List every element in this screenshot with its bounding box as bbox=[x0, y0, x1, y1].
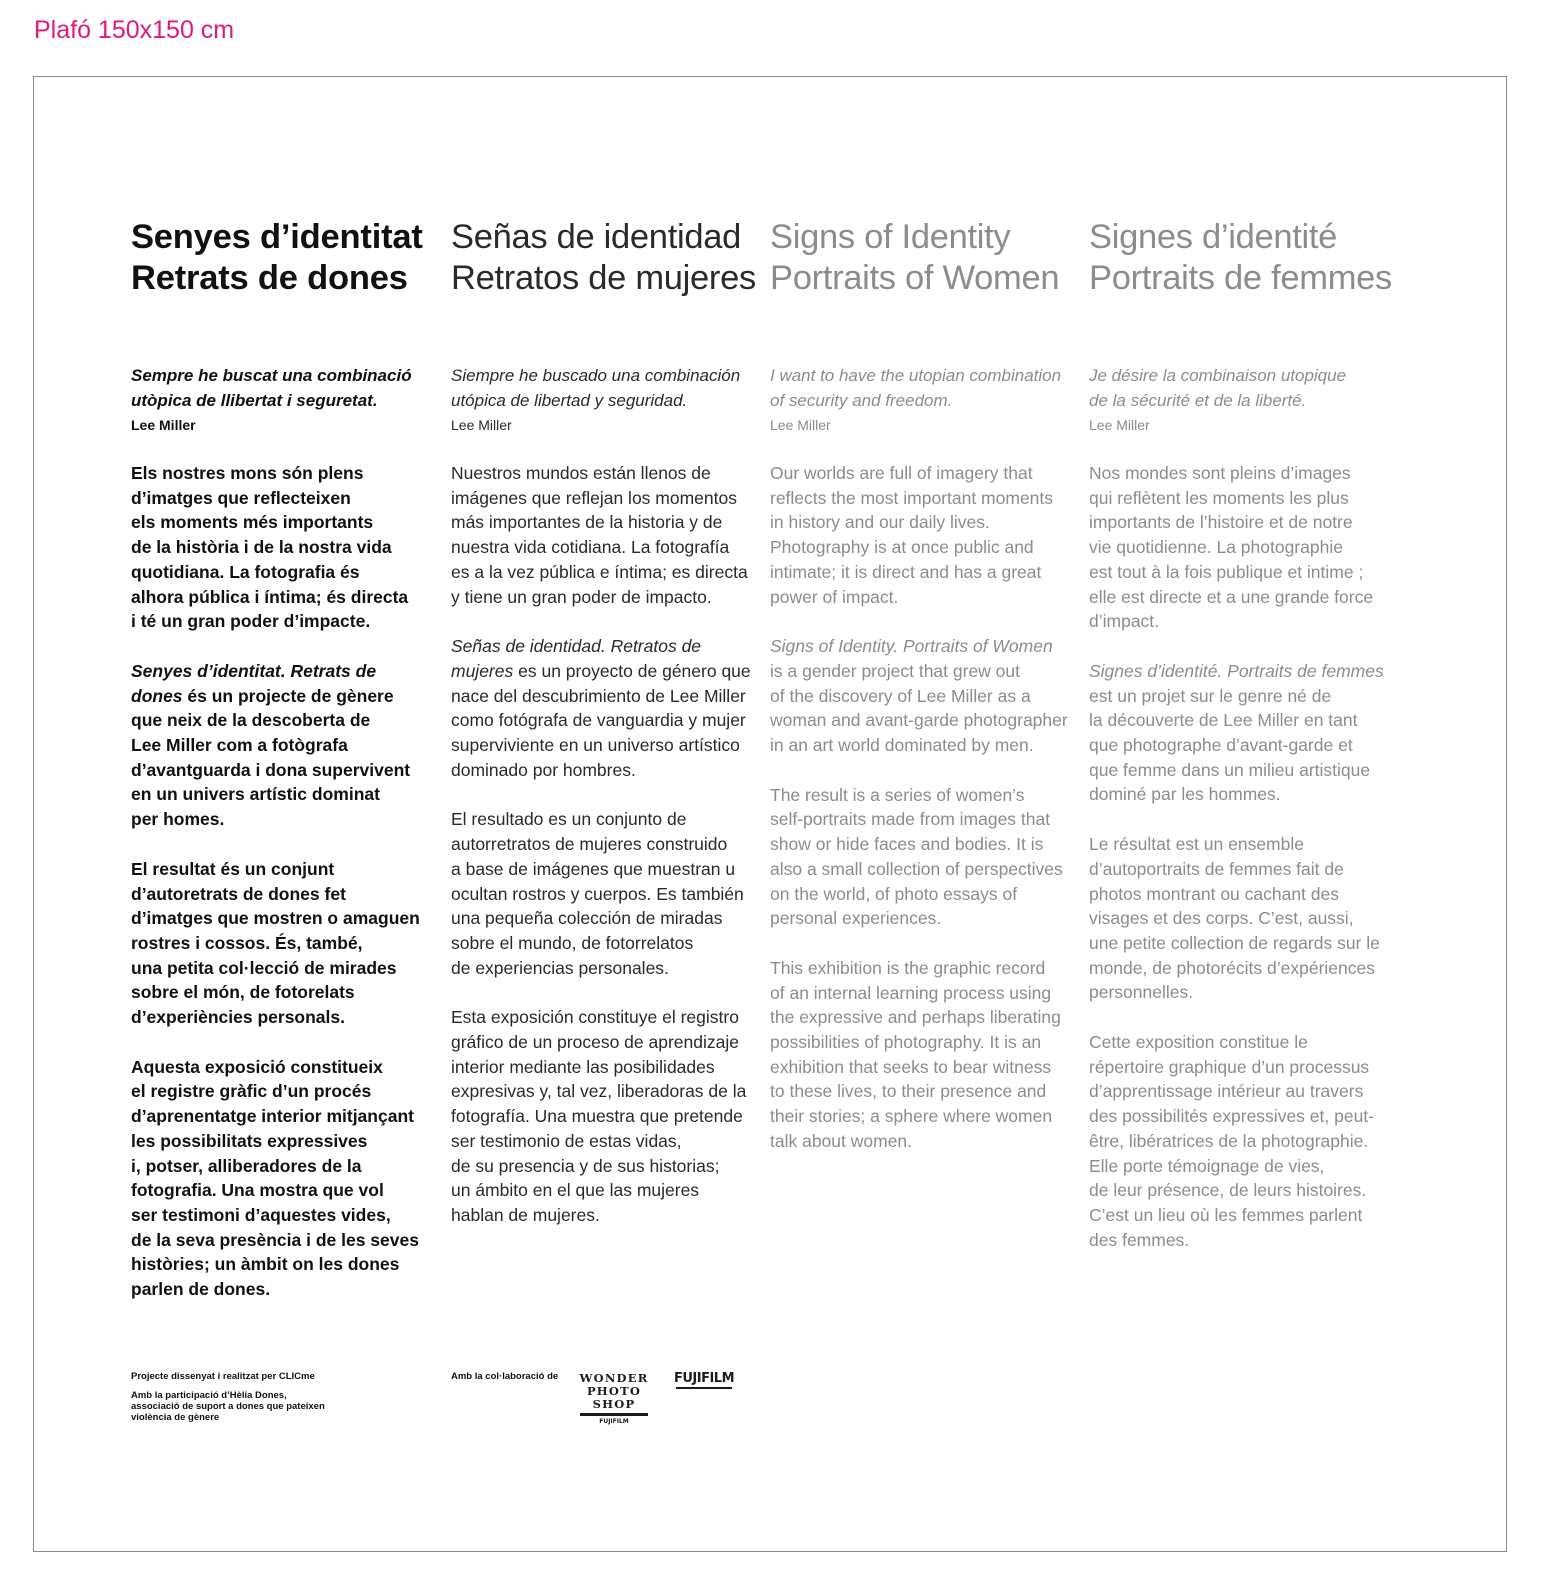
quote-line-2: of security and freedom. bbox=[770, 391, 953, 410]
quote-line-2: utópica de libertad y seguridad. bbox=[451, 391, 688, 410]
paragraph-4: Cette exposition constitue le répertoire graphique d’un processus d’apprentissage intérieur au travers des possibilités expressives et, peut- être, libératrices de la photographie. Elle porte témoignage de vies, de leur présence, de leurs histoires. C’est un lieu où les femmes parlent des femmes. bbox=[1089, 1032, 1374, 1250]
quote-catalan bbox=[131, 363, 441, 413]
paragraph-2-text: is a gender project that grew out of the discovery of Lee Miller as a woman and avant-garde photographer in an art world dominated by men. bbox=[770, 660, 1068, 756]
logo-bar bbox=[580, 1413, 648, 1416]
paragraph-3: El resultat és un conjunt d’autoretrats de dones fet d’imatges que mostren o amaguen rostres i cossos. És, també, una petita col·lecció de mirades sobre el món, de fotorelats d’experiències personals. bbox=[131, 858, 420, 1028]
fujifilm-wordmark: FUJIFILM bbox=[673, 1371, 735, 1386]
project-title-em-2: dones bbox=[131, 685, 183, 706]
quote-french bbox=[1089, 363, 1389, 413]
title-line-1: Signes d’identité bbox=[1089, 218, 1338, 256]
paragraph-1: Els nostres mons són plens d’imatges que reflecteixen els moments més importants de la història i de la nostra vida quotidiana. La fotografia és alhora pública i íntima; és directa i té un gran poder d’impacte. bbox=[131, 463, 409, 632]
paragraph-1: Nos mondes sont pleins d’images qui reflètent les moments les plus importants de l’histoire et de notre vie quotidienne. La photographie est tout à la fois publique et intime ; elle est directe et a une grande force d’impact. bbox=[1089, 463, 1374, 632]
paragraph-1: Nuestros mundos están llenos de imágenes que reflejan los momentos más importantes de la historia y de nuestra vida cotidiana. La fotografía es a la vez pública e íntima; es directa y tiene un gran poder de impacto. bbox=[451, 463, 748, 607]
quote-author: Lee Miller bbox=[770, 417, 831, 433]
paragraph-2-text-2: nace del descubrimiento de Lee Miller como fotógrafa de vanguardia y mujer superviviente en un universo artístico dominado por hombres. bbox=[451, 685, 746, 780]
paragraph-1: Our worlds are full of imagery that reflects the most important moments in history and our daily lives. Photography is at once public and intimate; it is direct and has a great power of impact. bbox=[770, 463, 1054, 607]
title-line-2: Portraits of Women bbox=[770, 259, 1060, 297]
credit-participation: Amb la participació d’Hèlia Dones, associació de suport a dones que pateixen violència de gènere bbox=[131, 1390, 325, 1423]
paragraph-2 bbox=[770, 634, 1070, 758]
project-title-em-2: mujeres bbox=[451, 660, 514, 681]
panel-size-label: Plafó 150x150 cm bbox=[34, 16, 235, 44]
title-line-1: Signs of Identity bbox=[770, 218, 1011, 256]
quote-line-1: Je désire la combinaison utopique bbox=[1089, 366, 1347, 385]
title-line-2: Retratos de mujeres bbox=[451, 259, 756, 297]
column-catalan bbox=[131, 217, 441, 1302]
quote-spanish bbox=[451, 363, 761, 413]
column-spanish bbox=[451, 217, 761, 1228]
paragraph-2-text-1: és un projecte de gènere bbox=[182, 685, 394, 706]
quote-author: Lee Miller bbox=[131, 417, 196, 433]
quote-line-2: de la sécurité et de la liberté. bbox=[1089, 391, 1307, 410]
title-line-1: Senyes d’identitat bbox=[131, 218, 423, 256]
quote-author: Lee Miller bbox=[1089, 417, 1150, 433]
credit-designed-by: Projecte dissenyat i realitzat per CLICme bbox=[131, 1371, 315, 1382]
title-english bbox=[770, 217, 1070, 299]
paragraph-2 bbox=[451, 634, 761, 782]
title-spanish bbox=[451, 217, 761, 299]
paragraph-2-text-1: es un proyecto de género que bbox=[513, 660, 751, 681]
title-line-1: Señas de identidad bbox=[451, 218, 742, 256]
logo-line-2: PHOTO bbox=[586, 1384, 642, 1398]
wonder-photo-shop-logo bbox=[577, 1372, 651, 1426]
project-title-em: Signes d’identité. Portraits de femmes bbox=[1089, 660, 1384, 681]
quote-line-1: I want to have the utopian combination bbox=[770, 366, 1062, 385]
quote-author: Lee Miller bbox=[451, 417, 512, 433]
project-title-em-1: Señas de identidad. Retratos de bbox=[451, 636, 702, 657]
paragraph-4: Esta exposición constituye el registro gráfico de un proceso de aprendizaje interior mediante las posibilidades expresivas y, tal vez, liberadoras de la fotografía. Una muestra que pretende ser testimonio de estas vidas, de su presencia y de sus historias; un ámbito en el que las mujeres hablan de mujeres. bbox=[451, 1007, 747, 1225]
fujifilm-underline bbox=[676, 1387, 732, 1389]
logo-line-1: WONDER bbox=[579, 1371, 649, 1385]
title-french bbox=[1089, 217, 1392, 299]
project-title-em-1: Senyes d’identitat. Retrats de bbox=[131, 660, 377, 681]
column-french bbox=[1089, 217, 1392, 1252]
collaboration-label: Amb la col·laboració de bbox=[451, 1371, 559, 1382]
quote-line-1: Sempre he buscat una combinació bbox=[131, 366, 412, 385]
title-line-2: Retrats de dones bbox=[131, 259, 408, 297]
credits bbox=[131, 1371, 361, 1431]
paragraph-4: Aquesta exposició constitueix el registre gràfic d’un procés d’aprenentatge interior mitjançant les possibilitats expressives i, potser, alliberadores de la fotografia. Una mostra que vol ser testimoni d’aquestes vides, de la seva presència i de les seves històries; un àmbit on les dones parlen de dones. bbox=[131, 1056, 419, 1300]
paragraph-3: Le résultat est un ensemble d’autoportraits de femmes fait de photos montrant ou cachant des visages et des corps. C’est, aussi, une petite collection de regards sur le monde, de photorécits d’expériences personnelles. bbox=[1089, 834, 1380, 1003]
paragraph-4: This exhibition is the graphic record of an internal learning process using the expressive and perhaps liberating possibilities of photography. It is an exhibition that seeks to bear witness to these lives, to their presence and their stories; a sphere where women talk about women. bbox=[770, 957, 1061, 1151]
paragraph-3: El resultado es un conjunto de autorretratos de mujeres construido a base de imágenes que muestran u ocultan rostros y cuerpos. Es también una pequeña colección de miradas sobre el mundo, de fotorrelatos de experiencias personales. bbox=[451, 809, 744, 978]
exhibition-panel bbox=[33, 76, 1507, 1552]
logo-line-3: SHOP bbox=[592, 1397, 636, 1411]
title-catalan bbox=[131, 217, 441, 299]
project-title-em: Signs of Identity. Portraits of Women bbox=[770, 636, 1053, 657]
title-line-2: Portraits de femmes bbox=[1089, 259, 1392, 297]
paragraph-2 bbox=[1089, 659, 1389, 807]
quote-line-1: Siempre he buscado una combinación bbox=[451, 366, 741, 385]
paragraph-2-text: est un projet sur le genre né de la découverte de Lee Miller en tant que photographe d’avant-garde et que femme dans un milieu artistique dominé par les hommes. bbox=[1089, 685, 1371, 805]
fujifilm-logo bbox=[672, 1372, 736, 1389]
paragraph-2-text-2: que neix de la descoberta de Lee Miller com a fotògrafa d’avantguarda i dona supervivent en un univers artístic dominat per homes. bbox=[131, 710, 411, 830]
column-english bbox=[770, 217, 1070, 1154]
paragraph-3: The result is a series of women’s self-portraits made from images that show or hide faces and bodies. It is also a small collection of perspectives on the world, of photo essays of personal experiences. bbox=[770, 784, 1063, 929]
paragraph-2 bbox=[131, 659, 441, 832]
quote-line-2: utòpica de llibertat i seguretat. bbox=[131, 391, 378, 410]
logo-sub: FUJIFILM bbox=[599, 1418, 629, 1425]
quote-english bbox=[770, 363, 1070, 413]
